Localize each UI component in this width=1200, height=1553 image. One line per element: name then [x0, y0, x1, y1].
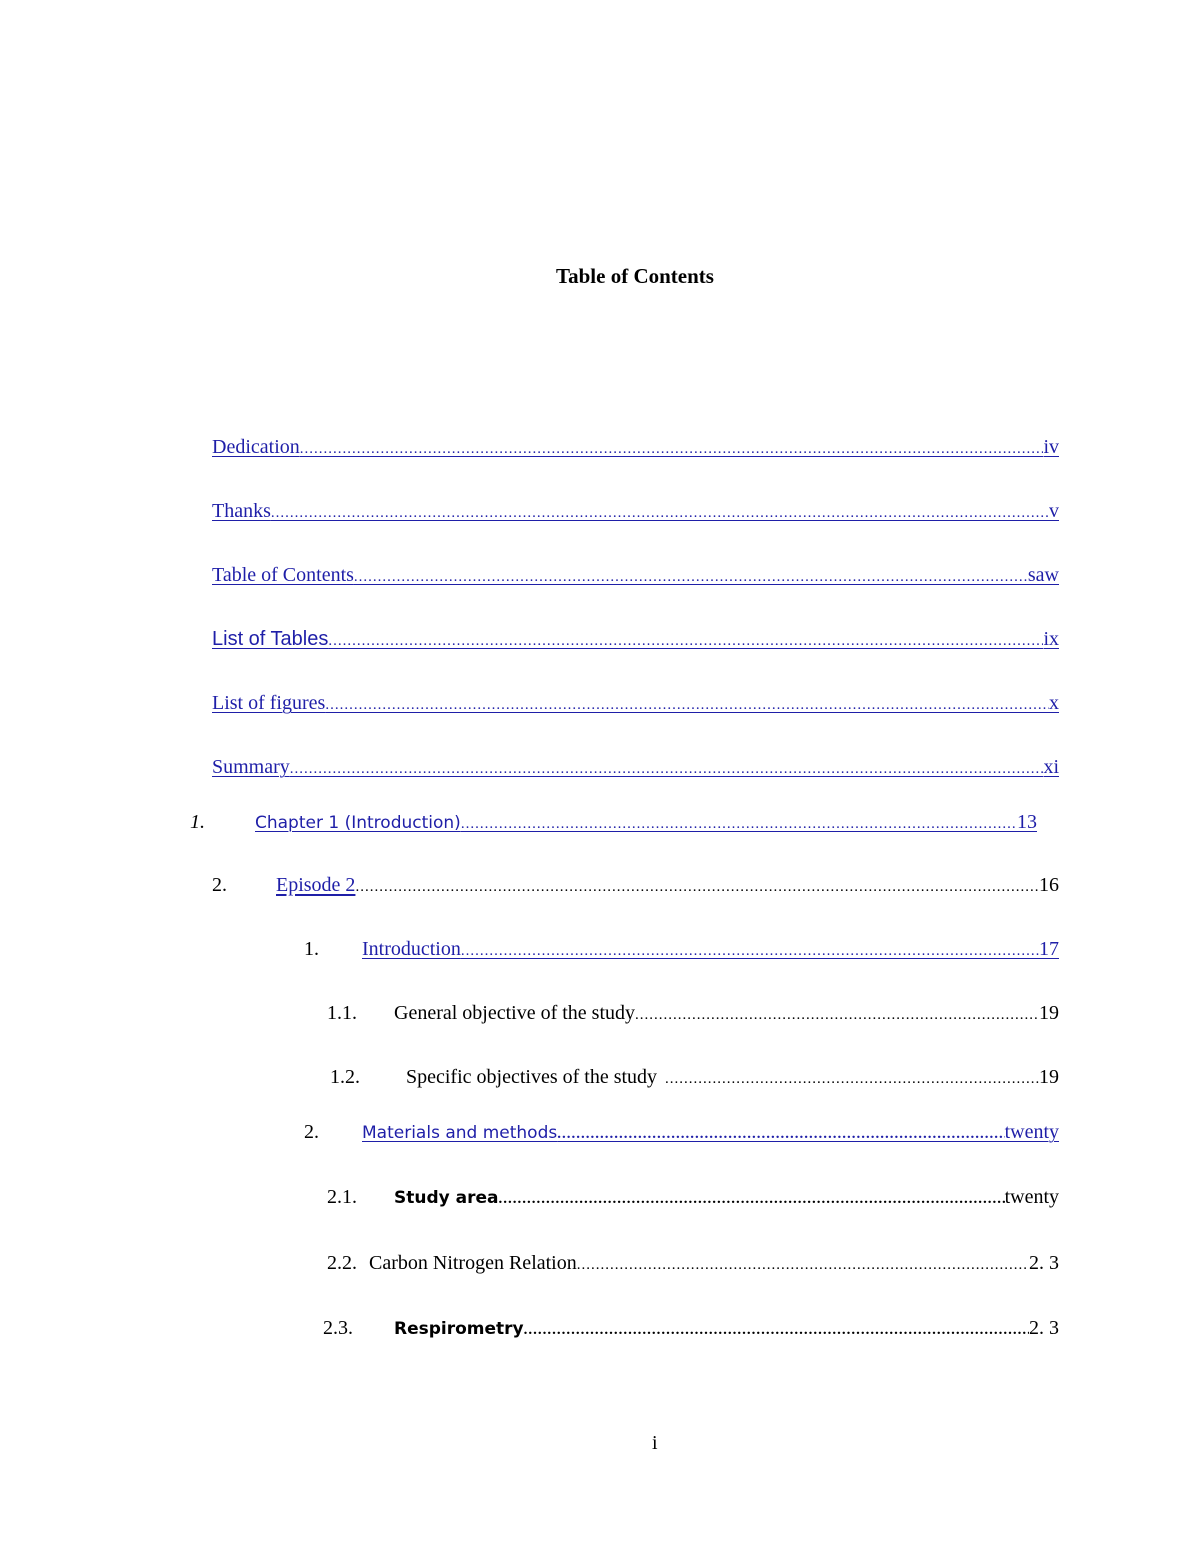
toc-entry-page: 16 [1039, 874, 1059, 896]
toc-entry-page: 2. 3 [1029, 1252, 1059, 1274]
toc-entry-thanks[interactable] [212, 496, 1059, 526]
toc-entry-page: twenty [1004, 1186, 1059, 1208]
toc-entry-page: twenty [1004, 1121, 1059, 1143]
toc-entry-carbon-nitrogen-relation[interactable] [327, 1248, 1059, 1278]
toc-entry-respirometry[interactable] [323, 1313, 1059, 1343]
toc-entry-page: ix [1043, 628, 1059, 650]
toc-entry-episode-2[interactable] [212, 870, 1059, 900]
toc-leader-dots [354, 562, 1028, 592]
toc-entry-list-of-figures[interactable] [212, 688, 1059, 718]
toc-leader-dots [328, 626, 1043, 656]
toc-entry-number: 1. [304, 938, 319, 960]
toc-link[interactable] [362, 934, 1059, 966]
toc-entry-label: List of figures [212, 692, 326, 714]
toc-leader-dots [577, 1250, 1029, 1280]
toc-entry-page: 17 [1039, 938, 1059, 960]
toc-entry-label: Materials and methods [362, 1123, 558, 1143]
toc-entry-specific-objectives[interactable] [330, 1062, 1059, 1092]
toc-entry-dedication[interactable] [212, 432, 1059, 462]
toc-link[interactable] [212, 752, 1059, 784]
toc-link[interactable] [212, 560, 1059, 592]
toc-leader-dots [665, 1064, 1039, 1094]
toc-entry-study-area[interactable] [327, 1182, 1059, 1212]
toc-entry-number: 2. [212, 874, 227, 896]
toc-entry-label: Thanks [212, 500, 271, 522]
toc-link[interactable] [255, 807, 1037, 839]
toc-entry-label: Chapter 1 (Introduction) [255, 813, 461, 833]
toc-leader-dots [635, 1000, 1039, 1030]
toc-entry-label: Table of Contents [212, 564, 354, 586]
toc-leader-dots [499, 1184, 1005, 1214]
toc-entry-list-of-tables[interactable] [212, 624, 1059, 654]
toc-entry-page: v [1049, 500, 1059, 522]
toc-entry-table-of-contents[interactable] [212, 560, 1059, 590]
toc-entry-label: Respirometry [394, 1319, 524, 1339]
page-number: i [652, 1432, 658, 1454]
toc-entry-label: General objective of the study [394, 1002, 636, 1024]
toc-leader-dots [461, 809, 1017, 839]
toc-entry-materials-and-methods[interactable] [304, 1117, 1059, 1147]
toc-entry-page: 19 [1039, 1002, 1059, 1024]
toc-leader-dots [461, 936, 1039, 966]
toc-entry-label: Introduction [362, 938, 461, 960]
toc-leader-dots [325, 690, 1049, 720]
toc-leader-dots [557, 1119, 1004, 1149]
toc-entry-page: 2. 3 [1029, 1317, 1059, 1339]
toc-entry-label[interactable]: Episode 2 [276, 874, 356, 896]
toc-entry-label: Dedication [212, 436, 300, 458]
toc-leader-dots [300, 434, 1044, 464]
toc-entry-label: Study area [394, 1188, 499, 1208]
toc-entry-summary[interactable] [212, 752, 1059, 782]
toc-entry-page: 13 [1017, 811, 1037, 833]
toc-entry-number: 2.3. [323, 1317, 353, 1339]
toc-link[interactable] [212, 688, 1059, 720]
toc-leader-dots [290, 754, 1044, 784]
toc-link[interactable] [212, 432, 1059, 464]
toc-entry-number: 2.1. [327, 1186, 357, 1208]
toc-entry-number: 2. [304, 1121, 319, 1143]
toc-entry-label: Specific objectives of the study [406, 1066, 658, 1088]
toc-entry-page: saw [1027, 564, 1059, 586]
toc-leader-dots [271, 498, 1049, 528]
toc-entry-introduction[interactable] [304, 934, 1059, 964]
toc-entry-page: x [1049, 692, 1059, 714]
toc-entry-number: 1. [190, 811, 205, 833]
toc-entry-chapter-1[interactable] [190, 807, 1037, 837]
toc-entry-number: 2.2. [327, 1252, 357, 1274]
toc-entry-page: iv [1043, 436, 1059, 458]
toc-link[interactable] [212, 496, 1059, 528]
toc-leader-dots [524, 1315, 1029, 1345]
toc-entry-number: 1.1. [327, 1002, 357, 1024]
toc-entry-page: xi [1043, 756, 1059, 778]
toc-entry-page: 19 [1039, 1066, 1059, 1088]
page-title: Table of Contents [556, 264, 714, 288]
toc-link[interactable] [212, 624, 1059, 656]
toc-leader-dots [355, 872, 1039, 902]
toc-entry-number: 1.2. [330, 1066, 360, 1088]
toc-entry-general-objective[interactable] [327, 998, 1059, 1028]
toc-entry-label: List of Tables [212, 628, 329, 650]
toc-link[interactable] [362, 1117, 1059, 1149]
toc-entry-label: Summary [212, 756, 290, 778]
toc-entry-label: Carbon Nitrogen Relation [369, 1252, 577, 1274]
